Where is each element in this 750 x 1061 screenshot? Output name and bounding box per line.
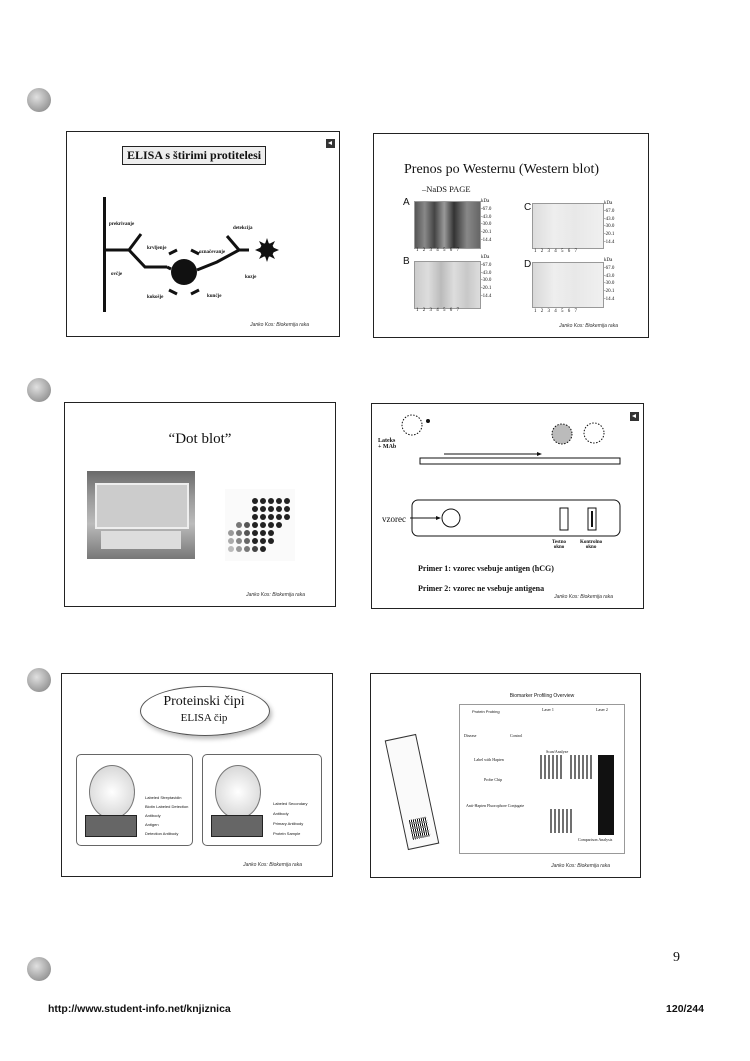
slide-elisa [66,131,340,337]
lateral-flow-diagram [372,404,645,610]
slide-credit: Janko Kos: Biokemija raka [243,862,302,868]
example-1: Primer 1: vzorec vsebuje antigen (hCG) [418,564,554,573]
slide-credit: Janko Kos: Biokemija raka [554,594,613,600]
control-window-label: Kontrolno okno [580,540,603,550]
slide-title: “Dot blot” [168,431,232,447]
slide-credit: Janko Kos: Biokemija raka [250,322,309,328]
slide-biomarker [370,673,641,878]
punch-hole [27,378,51,402]
slide-credit: Janko Kos: Biokemija raka [559,323,618,329]
workflow-panel: Biomarker Profiling Overview Protein Probing Laser 1 Laser 2 Disease Control Label with Hapten Probe Chip Anti-Hapten Fluorophore Conjugate Scan/Analyze Comparison Analysis [459,704,625,854]
lane-numbers: 1 2 3 4 5 6 7 [534,249,577,254]
slide-protein-chips [61,673,333,877]
example-2: Primer 2: vzorec ne vsebuje antigena [418,584,545,593]
workflow-title: Biomarker Profiling Overview [509,693,575,699]
label: prekrivanje [109,222,135,227]
panel-label: C [524,202,532,213]
slide-subtitle: –NaDS PAGE [422,184,471,194]
dotblot-membrane [225,489,295,561]
sample-label: vzorec [382,514,406,524]
label: kokošje [147,295,164,300]
slide-dotblot [64,402,336,607]
slide-subtitle: ELISA čip [180,712,228,724]
chip-panel: Labeled Streptavidin Biotin Labeled Detection Antibody Antigen Detection Antibody [76,754,193,846]
punch-hole [27,668,51,692]
slide-credit: Janko Kos: Biokemija raka [246,592,305,598]
slide-credit: Janko Kos: Biokemija raka [551,863,610,869]
dotblot-apparatus-photo [87,471,195,559]
slide-western [373,133,649,338]
latex-label: Lateks + MAb [378,438,397,450]
punch-hole [27,88,51,112]
elisa-diagram [67,132,341,338]
panel-label: A [403,197,410,208]
marker-column: kDa -67.0 -43.0 -30.0 -20.1 -14.4 [604,258,615,302]
slide-lateral-flow [371,403,644,609]
gel-image [414,261,481,309]
label: detekcija [233,226,253,231]
marker-column: kDa -67.0 -43.0 -30.0 -20.1 -14.4 [481,199,492,243]
label: označevanje [199,250,226,255]
punch-hole [27,957,51,981]
chip-panel: Labeled Secondary Antibody Primary Antibody Protein Sample [202,754,322,846]
label: krvljenje [147,246,167,251]
marker-column: kDa -67.0 -43.0 -30.0 -20.1 -14.4 [481,255,492,299]
footer-page-count: 120/244 [666,1003,704,1015]
page-number: 9 [673,950,680,965]
label: kunčje [207,294,222,299]
footer-url[interactable]: http://www.student-info.net/knjiznica [48,1003,231,1015]
slide-title: Prenos po Westernu (Western blot) [404,162,600,177]
marker-column: kDa -67.0 -43.0 -30.0 -20.1 -14.4 [604,201,615,245]
label: ovčje [111,272,123,277]
slide-title: ELISA s štirimi protitelesi [122,146,266,165]
panel-label: D [524,259,532,270]
lane-numbers: 1 2 3 4 5 6 7 [416,308,459,313]
microarray-slide [385,734,440,850]
panel-label: B [403,256,410,267]
slide-title: Proteinski čipi [163,694,245,709]
test-window-label: Testno okno [552,540,566,550]
gel-image [532,262,604,308]
lane-numbers: 1 2 3 4 5 6 7 [534,309,577,314]
label: kozje [245,275,257,280]
gel-image [532,203,604,249]
lane-numbers: 1 2 3 4 5 6 7 [416,248,459,253]
gel-image [414,201,481,249]
page-footer [0,1003,750,1017]
